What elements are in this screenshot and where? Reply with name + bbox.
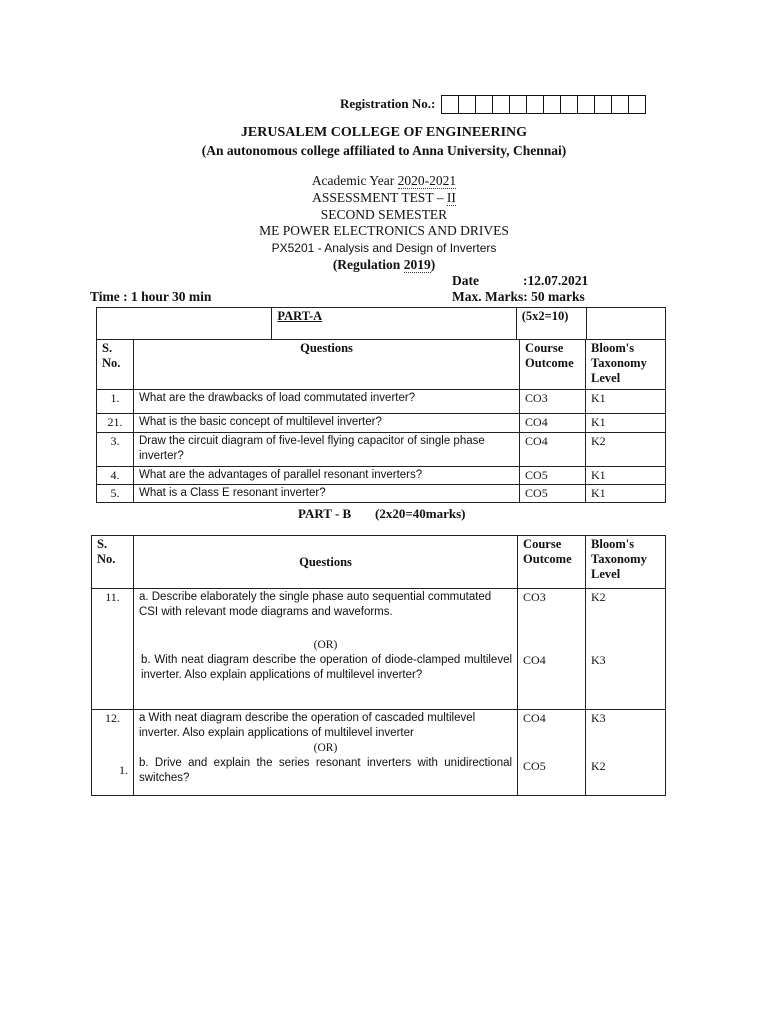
registration-digit-box[interactable] [459,96,476,113]
semester: SECOND SEMESTER [320,207,448,222]
question-number: 1. [97,390,134,414]
table-row [97,414,666,433]
blooms-level-12b: K2 [591,759,606,773]
table-row [97,467,666,485]
question-12a: a With neat diagram describe the operation of cascaded multilevel inverter. Also explain applications of multilevel inverter [138,712,476,739]
academic-year-label: Academic Year [311,173,398,188]
course-outcome: CO4 [520,433,586,467]
blooms-level: K1 [586,467,666,485]
registration-digit-box[interactable] [595,96,612,113]
registration-digit-box[interactable] [561,96,578,113]
course-outcome-12b: CO5 [523,759,546,773]
blooms-level-12a: K3 [591,711,606,725]
question-number: 3. [97,433,134,467]
or-separator: (OR) [313,639,338,651]
course-outcome-11a: CO3 [523,590,546,604]
part-a-marks: (5x2=10) [521,309,569,323]
course-outcome: CO3 [520,390,586,414]
or-separator: (OR) [313,742,338,754]
question-text [133,710,517,796]
question-11b: b. With neat diagram describe the operation of diode-clamped multilevel inverter. Also explain applications of multilevel inverter? [140,654,513,681]
affiliation: (An autonomous college affiliated to Anna University, Chennai) [201,143,567,158]
registration-digit-box[interactable] [476,96,493,113]
question-number: 12. [104,711,120,725]
part-a-title: PART-A [277,309,323,323]
question-number: 5. [97,485,134,503]
part-b-marks: (2x20=40marks) [375,506,466,521]
date-label: Date [452,273,479,288]
header-sno: S. No. [97,340,134,390]
part-a-title-table [96,307,666,340]
header-questions: Questions [133,536,517,589]
test-number: II [446,190,456,205]
header-sno: S. No. [92,536,134,589]
table-row [92,710,666,796]
table-row [92,589,666,710]
course-outcome: CO4 [520,414,586,433]
college-name: JERUSALEM COLLEGE OF ENGINEERING [240,125,528,140]
blooms-level: K2 [586,433,666,467]
header-course-outcome: Course Outcome [518,536,586,589]
course-outcome-12a: CO4 [523,711,546,725]
question-number: 11. [92,589,134,710]
blooms-level: K1 [586,390,666,414]
question-text: What are the advantages of parallel resonant inverters? [133,467,519,485]
date-value: :12.07.2021 [523,273,589,288]
course-outcome-11b: CO4 [523,653,546,667]
header-course-outcome: Course Outcome [520,340,586,390]
programme: ME POWER ELECTRONICS AND DRIVES [259,223,509,238]
question-text: Draw the circuit diagram of five-level flying capacitor of single phase inverter? [133,433,519,467]
course-outcome: CO5 [520,485,586,503]
registration-digit-box[interactable] [442,96,459,113]
registration-digit-box[interactable] [578,96,595,113]
blooms-level-11b: K3 [591,653,606,667]
registration-label: Registration No.: [340,96,436,111]
registration-digit-box[interactable] [510,96,527,113]
table-row [97,390,666,414]
blooms-level-11a: K2 [591,590,606,604]
header-blooms-level: Bloom's Taxonomy Level [586,340,666,390]
question-12b: b. Drive and explain the series resonant inverters with unidirectional switches? [138,757,513,784]
regulation [0,257,768,273]
header-questions: Questions [133,340,519,390]
question-11a: a. Describe elaborately the single phase auto sequential commutated CSI with relevant mode diagrams and waveforms. [138,591,492,618]
course-outcome: CO5 [520,467,586,485]
registration-digit-box[interactable] [612,96,629,113]
question-number: 4. [97,467,134,485]
part-b-table [91,535,666,796]
part-a-table [96,339,666,503]
question-text: What are the drawbacks of load commutated inverter? [133,390,519,414]
registration-digit-box[interactable] [527,96,544,113]
registration-row [340,94,646,114]
blooms-level: K1 [586,485,666,503]
question-text: What is the basic concept of multilevel inverter? [133,414,519,433]
regulation-year: 2019 [403,257,431,272]
blooms-level: K1 [586,414,666,433]
registration-digit-box[interactable] [493,96,510,113]
registration-digit-box[interactable] [544,96,561,113]
header-blooms-level: Bloom's Taxonomy Level [586,536,666,589]
table-row [97,485,666,503]
exam-time: Time : 1 hour 30 min [90,289,212,304]
max-marks: Max. Marks: 50 marks [452,289,585,304]
academic-year-value: 2020-2021 [397,173,457,188]
question-text: What is a Class E resonant inverter? [133,485,519,503]
test-label: ASSESSMENT TEST – [312,190,447,205]
registration-number-boxes[interactable] [441,95,646,114]
academic-year [0,173,768,189]
registration-digit-box[interactable] [629,96,646,113]
test-title [0,190,768,206]
course-title: PX5201 - Analysis and Design of Inverters [271,241,497,255]
table-row [97,433,666,467]
question-number: 21. [97,414,134,433]
regulation-close: ) [430,257,436,272]
regulation-open: (Regulation [332,257,404,272]
part-b-title: PART - B [298,506,352,521]
question-text [133,589,517,710]
question-number-b: 1. [118,763,128,777]
